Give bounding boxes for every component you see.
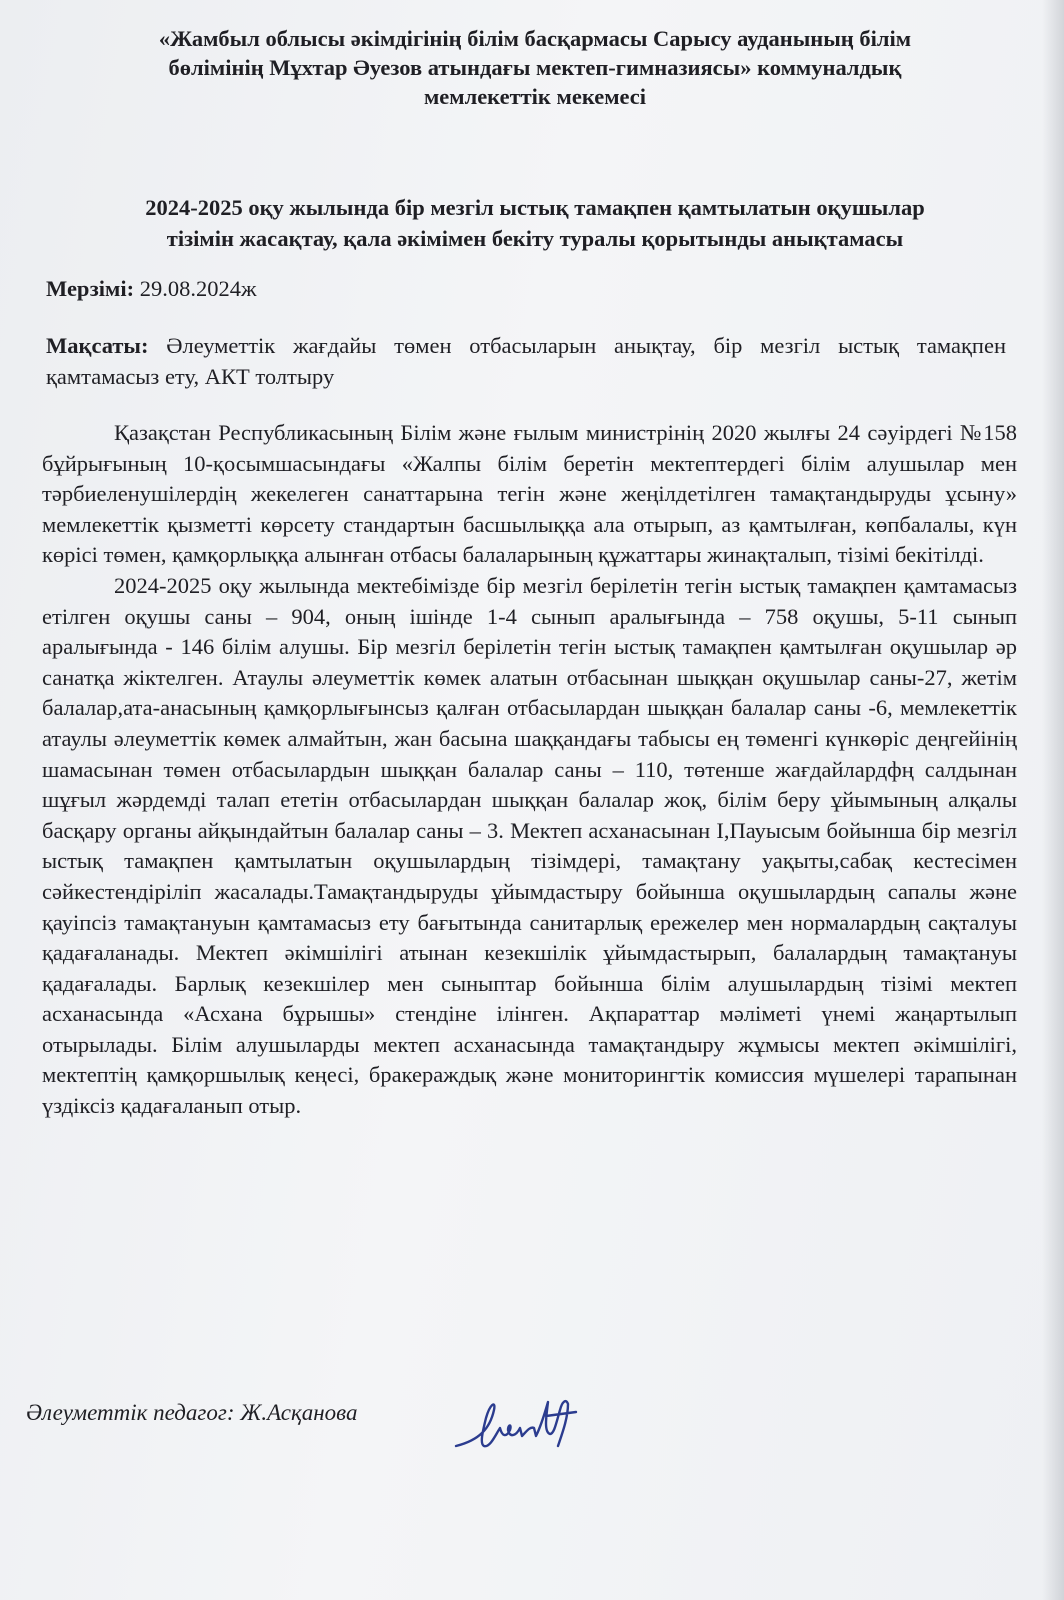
- goal-label: Мақсаты:: [46, 333, 149, 358]
- header-line-3: мемлекеттік мекемесі: [423, 84, 647, 109]
- date-value: 29.08.2024ж: [139, 276, 257, 301]
- handwritten-signature-icon: [450, 1388, 590, 1468]
- body-text: [42, 418, 1017, 1122]
- document-title: [40, 192, 1030, 254]
- institution-header: [60, 24, 1010, 111]
- date-row: [46, 273, 1006, 304]
- date-label: Мерзімі:: [46, 276, 135, 301]
- header-line-1: «Жамбыл облысы әкімдігінің білім басқармасы Сарысу ауданының білім: [158, 26, 912, 51]
- title-line-1: 2024-2025 оқу жылында бір мезгіл ыстық тамақпен қамтылатын оқушылар: [145, 195, 925, 220]
- title-line-2: тізімін жасақтау, қала әкімімен бекіту туралы қорытынды анықтамасы: [166, 226, 904, 251]
- paragraph-2: 2024-2025 оқу жылында мектебімізде бір мезгіл берілетін тегін ыстық тамақпен қамтамасыз етілген оқушы саны – 904, оның ішінде 1-4 сынып аралығында – 758 оқушы, 5-11 сынып аралығында - 146 білім алушы. Бір мезгіл берілетін тегін ыстық тамақпен қамтылған оқушылар әр санатқа жіктелген. Атаулы әлеуметтік көмек алатын отбасынан шыққан оқушылар саны-27, жетім балалар,ата-анасының қамқорлығынсыз қалған отбасылардан шыққан балалар саны -6, мемлекеттік атаулы әлеуметтік көмек алмайтын, жан басына шаққандағы табысы ең төменгі күнкөріс деңгейінің шамасынан төмен отбасылардын шыққан балалар саны – 110, төтенше жағдайлардфң салдынан шұғыл жәрдемді талап ететін отбасылардан шыққан балалар жоқ, білім беру ұйымының алқалы басқару органы айқындайтын балалар саны – 3. Мектеп асханасынан І,Пауысым бойынша бір мезгіл ыстық тамақпен қамтылатын оқушылардың тізімдері, тамақтану уақыты,сабақ кестесімен сәйкестендіріліп жасалады.Тамақтандыруды ұйымдастыру бойынша оқушылардың сапалы және қауіпсіз тамақтануын қамтамасыз ету бағытында санитарлық ережелер мен нормалардың сақталуы қадағаланады. Мектеп әкімшілігі атынан кезекшілік ұйымдастырып, балалардың тамақтануы қадағалады. Барлық кезекшілер мен сыныптар бойынша білім алушылардың тізімі мектеп асханасында «Асхана бұрышы» стендіне ілінген. Ақпараттар мәліметі үнемі жаңартылып отырылады. Білім алушыларды мектеп асханасында тамақтандыру жұмысы мектеп әкімшілігі, мектептің қамқоршылық кеңесі, бракераждық және мониторингтік комиссия мүшелері тарапынан үздіксіз қадағаланып отыр.: [42, 572, 1017, 1119]
- page-edge-shadow: [1042, 0, 1064, 1600]
- goal-row: [46, 330, 1006, 392]
- header-line-2: бөлімінің Мұхтар Әуезов атындағы мектеп-гимназиясы» коммуналдық: [168, 55, 902, 80]
- paragraph-1: Қазақстан Республикасының Білім және ғылым министрінің 2020 жылғы 24 сәуірдегі №158 бұйрығының 10-қосымшасындағы «Жалпы білім беретін мектептердегі білім алушылар мен тәрбиеленушілердің жекелеген санаттарына тегін және жеңілдетілген тамақтандыруды ұсыну» мемлекеттік қызметті көрсету стандартын басшылыққа ала отырып, аз қамтылған, көпбалалы, күн көрісі төмен, қамқорлыққа алынған отбасы балаларының құжаттары жинақталып, тізімі бекітілді.: [42, 420, 1017, 568]
- goal-value: Әлеуметтік жағдайы төмен отбасыларын анықтау, бір мезгіл ыстық тамақпен қамтамасыз ету, АКТ толтыру: [46, 333, 1006, 389]
- signature-line: Әлеуметтік педагог: Ж.Асқанова: [26, 1400, 358, 1425]
